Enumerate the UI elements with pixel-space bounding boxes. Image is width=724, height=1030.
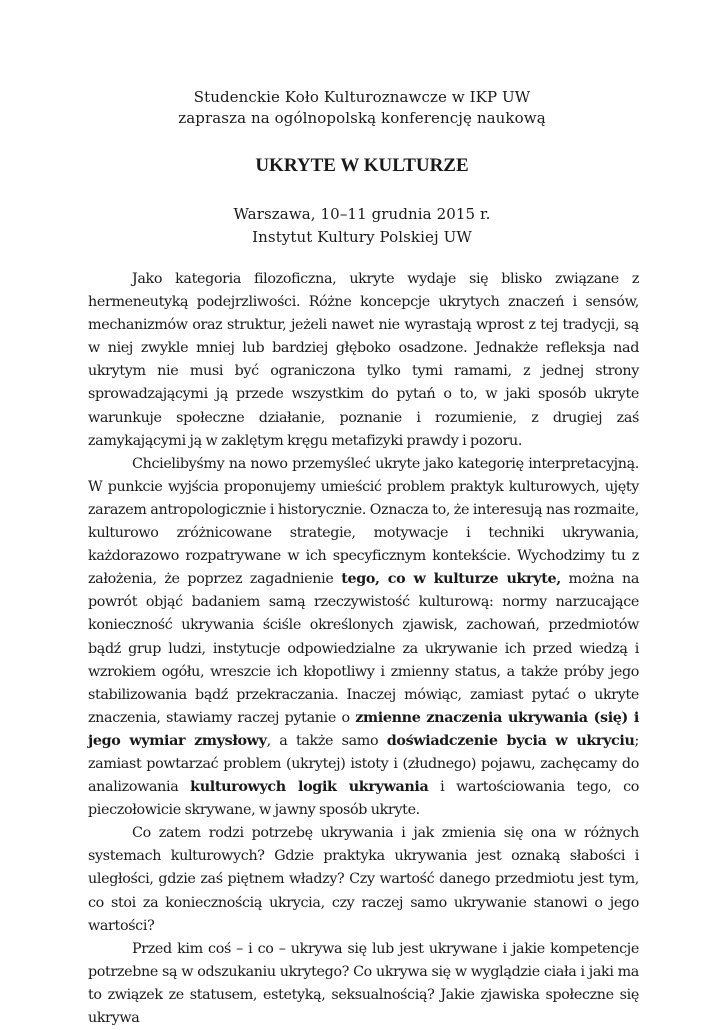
venue-line: Instytut Kultury Polskiej UW: [252, 228, 472, 246]
paragraph-2: [88, 453, 639, 823]
paragraph-4: Przed kim coś – i co – ukrywa się lub jest ukrywane i jakie kompetencje potrzebne są w odszukaniu ukrytego? Co ukrywa się w wyglądzie ciała i jaki ma to związek ze statusem, estetyką, seksualnością? Jakie zjawiska społeczne się ukrywa: [88, 940, 639, 1026]
paragraph-2-text-5: i wartościowania tego, co pieczołowicie skrywane, w jawny sposób ukryte.: [88, 779, 639, 819]
paragraph-3: Co zatem rodzi potrzebę ukrywania i jak zmienia się ona w różnych systemach kulturowych? Gdzie praktyka ukrywania jest oznaką słabości i uległości, gdzie zaś piętnem władzy? Czy wartość danego przedmiotu jest tym, co stoi za koniecznością ukrycia, czy raczej samo ukrywanie stanowi o jego wartości?: [88, 825, 639, 934]
invitation-line: zaprasza na ogólnopolską konferencję naukową: [178, 109, 546, 127]
organizer-line: Studenckie Koło Kulturoznawcze w IKP UW: [193, 88, 531, 106]
paragraph-2-text-1: Chcielibyśmy na nowo przemyśleć ukryte jako kategorię interpretacyjną. W punkcie wyjścia proponujemy umieścić problem praktyk kulturowych, ujęty zarazem antropologicznie i historycznie. Oznacza to, że interesują nas rozmaite, kulturowo zróżnicowane strategie, motywacje i techniki ukrywania, każdorazowo rozpatrywane w ich specyficznym kontekście. Wychodzimy tu z założenia, że poprzez zagadnienie: [88, 455, 639, 588]
paragraph-2-text-4: ; zamiast powtarzać problem (ukrytej) istoty i (złudnego) pojawu, zachęcamy do analizowania: [88, 732, 640, 796]
paragraph-1: Jako kategoria filozoficzna, ukryte wydaje się blisko związane z hermeneutyką podejrzliwości. Różne koncepcje ukrytych znaczeń i sensów, mechanizmów oraz struktur, jeżeli nawet nie wyrastają wprost z tej tradycji, są w niej zwykle mniej lub bardziej głęboko osadzone. Jednakże refleksja nad ukrytym nie musi być ograniczona tylko tymi ramami, z jednej strony sprowadzającymi ją przede wszystkim do pytań o to, w jaki sposób ukryte warunkuje społeczne działanie, poznanie i rozumienie, z drugiej zaś zamykającymi ją w zaklętym kręgu metafizyki prawdy i pozoru.: [88, 271, 639, 449]
paragraph-2-text-3: , a także samo: [266, 732, 387, 749]
conference-title: UKRYTE W KULTURZE: [255, 155, 469, 176]
body-text: [88, 268, 639, 1030]
paragraph-2-bold-1: tego, co w kulturze ukryte,: [341, 571, 561, 588]
paragraph-2-bold-4: kulturowych logik ukrywania: [190, 779, 429, 796]
paragraph-2-text-2: można na powrót objąć badaniem samą rzeczywistość kulturową: normy narzucające konieczność ukrywania ściśle określonych zjawisk, zachowań, przedmiotów bądź grup ludzi, instytucje odpowiedzialne za ukrywanie ich przed wiedzą i wzrokiem ogółu, wreszcie ich kłopotliwy i zmienny status, a także próby jego stabilizowania bądź przekraczania. Inaczej mówiąc, zamiast pytać o ukryte znaczenia, stawiamy raczej pytanie o: [88, 571, 639, 726]
paragraph-2-bold-3: doświadczenie bycia w ukryciu: [386, 732, 635, 749]
paragraph-2-bold-2: zmienne znaczenia ukrywania (się) i jego wymiar zmysłowy: [88, 709, 639, 749]
date-place-line: Warszawa, 10–11 grudnia 2015 r.: [233, 205, 491, 223]
